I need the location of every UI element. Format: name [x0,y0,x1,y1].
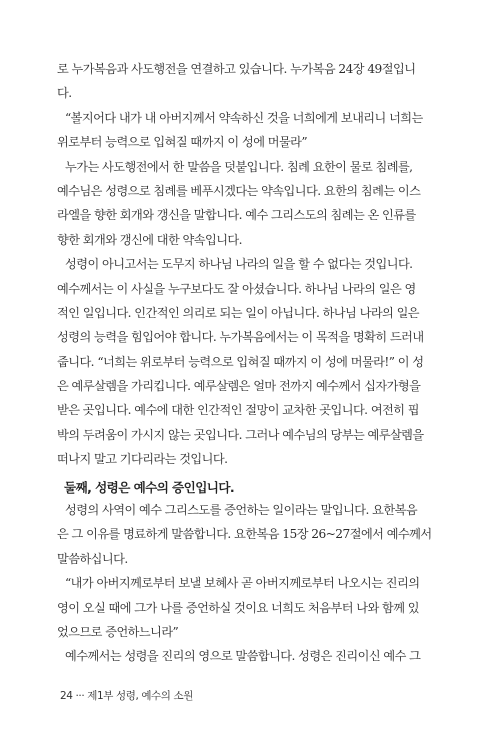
quote-line: 위로부터 능력으로 입혀질 때까지 이 성에 머물라” [57,135,308,150]
text-line: 은 예루살렘을 가리킵니다. 예루살렘은 얼마 전까지 예수께서 십자가형을 [57,379,421,394]
text-line: 누가는 사도행전에서 한 말씀을 덧붙입니다. 침례 요한이 물로 침례를, [65,159,413,174]
text-line: 받은 곳입니다. 예수에 대한 인간적인 절망이 교차한 곳입니다. 여전히 핍 [57,403,420,418]
text-line: 다. [57,86,72,101]
quote-line: 영이 오실 때에 그가 나를 증언하실 것이요 너희도 처음부터 나와 함께 있 [57,600,420,615]
text-line: 적인 일입니다. 인간적인 의리로 되는 일이 아닙니다. 하나님 나라의 일은 [57,305,420,320]
body-text-section-1 [57,57,442,472]
quote-line: “볼지어다 내가 내 아버지께서 약속하신 것을 너희에게 보내리니 너희는 [65,110,423,125]
text-line: 성령의 능력을 힘입어야 합니다. 누가복음에서는 이 목적을 명확히 드러내 [57,330,424,345]
text-line: 예수께서는 이 사실을 누구보다도 잘 아셨습니다. 하나님 나라의 일은 영 [57,281,416,296]
section-heading: 둘째, 성령은 예수의 증인입니다. [64,480,235,495]
text-line: 예수님은 성령으로 침례를 베푸시겠다는 약속입니다. 요한의 침례는 이스 [57,183,421,198]
text-line: 줍니다. “너희는 위로부터 능력으로 입혀질 때까지 이 성에 머물라!” 이 성 [57,354,424,369]
text-line: 향한 회개와 갱신에 대한 약속입니다. [57,232,242,247]
text-line: 성령이 아니고서는 도무지 하나님 나라의 일을 할 수 없다는 것입니다. [65,257,413,272]
text-line: 은 그 이유를 명료하게 말씀합니다. 요한복음 15장 26~27절에서 예수께서 [57,527,432,542]
text-line: 박의 두려움이 가시지 않는 곳입니다. 그러나 예수님의 당부는 예루살렘을 [57,427,424,442]
text-line: 예수께서는 성령을 진리의 영으로 말씀합니다. 성령은 진리이신 예수 그 [65,649,421,664]
text-line: 라엘을 향한 회개와 갱신을 말합니다. 예수 그리스도의 침례는 온 인류를 [57,208,416,223]
body-text-section-2 [57,498,442,669]
text-line: 말씀하십니다. [57,551,128,566]
text-line: 성령의 사역이 예수 그리스도를 증언하는 일이라는 말입니다. 요한복음 [65,503,418,517]
quote-line: 었으므로 증언하느니라” [57,624,179,639]
text-line: 떠나지 말고 기다리라는 것입니다. [57,452,228,467]
quote-line: “내가 아버지께로부터 보낼 보혜사 곧 아버지께로부터 나오시는 진리의 [65,576,420,591]
text-line: 로 누가복음과 사도행전을 연결하고 있습니다. 누가복음 24장 49절입니 [57,62,416,76]
page-footer: 24 ··· 제1부 성령, 예수의 소원 [60,690,193,702]
